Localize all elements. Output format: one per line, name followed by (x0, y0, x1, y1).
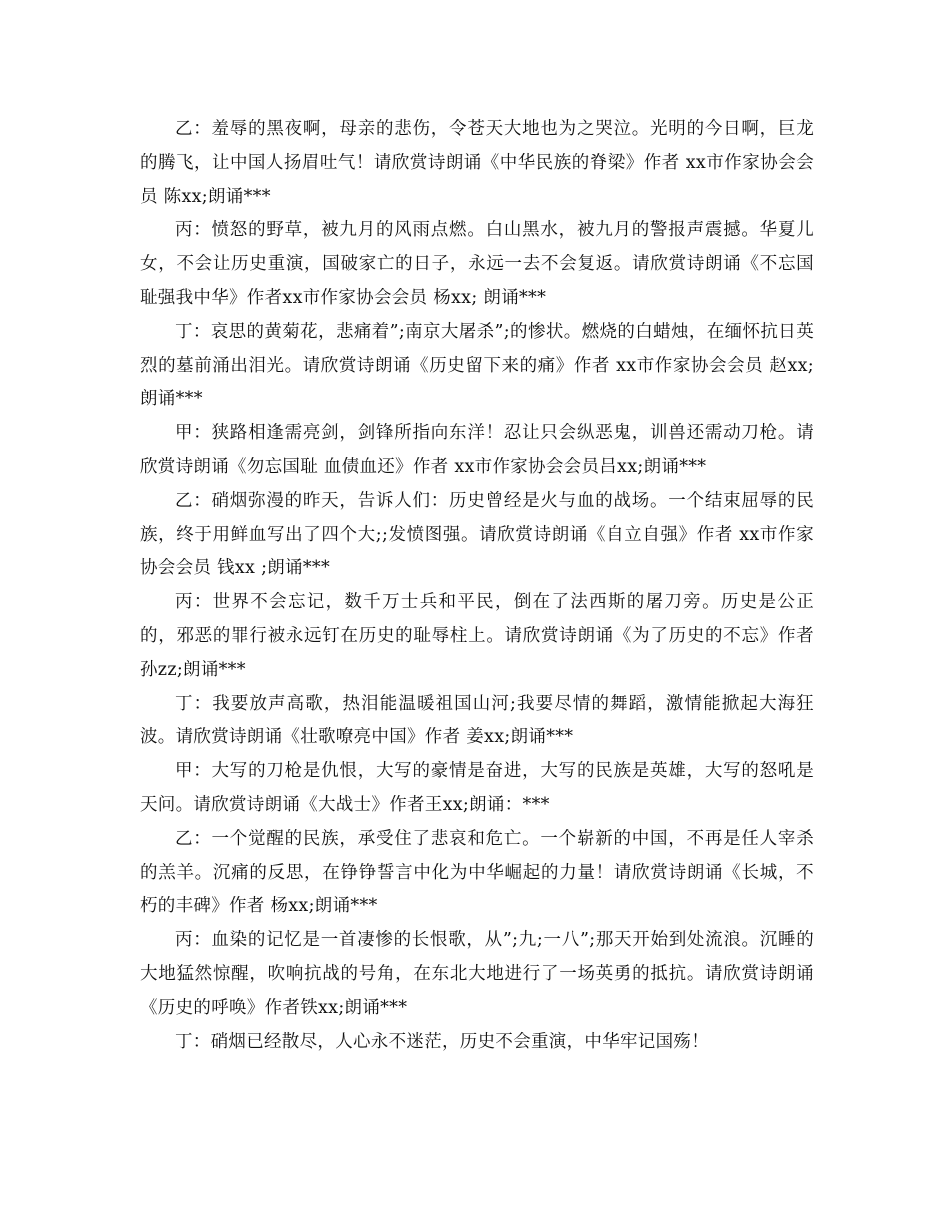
paragraph-ding-1: 丁：哀思的黄菊花，悲痛着”;南京大屠杀”;的惨状。燃烧的白蜡烛，在缅怀抗日英烈的墓前涌出泪光。请欣赏诗朗诵《历史留下来的痛》作者 xx市作家协会会员 赵xx;朗诵*** (140, 321, 814, 410)
paragraph-jia-1: 甲：狭路相逢需亮剑，剑锋所指向东洋！忍让只会纵恶鬼，训兽还需动刀枪。请欣赏诗朗诵《勿忘国耻 血债血还》作者 xx市作家协会会员吕xx;朗诵*** (140, 423, 814, 477)
paragraph-ding-3: 丁：硝烟已经散尽，人心永不迷茫，历史不会重演，中华牢记国殇！ (175, 1031, 709, 1052)
paragraph-yi-1: 乙：羞辱的黑夜啊，母亲的悲伤，令苍天大地也为之哭泣。光明的今日啊，巨龙的腾飞，让中国人扬眉吐气！请欣赏诗朗诵《中华民族的脊梁》作者 xx市作家协会会员 陈xx;朗诵*** (140, 119, 814, 207)
document-body (140, 113, 814, 1059)
paragraph-jia-2: 甲：大写的刀枪是仇恨，大写的豪情是奋进，大写的民族是英雄，大写的怒吼是天问。请欣赏诗朗诵《大战士》作者王xx;朗诵：*** (140, 761, 814, 815)
paragraph-bing-2: 丙：世界不会忘记，数千万士兵和平民，倒在了法西斯的屠刀旁。历史是公正的，邪恶的罪行被永远钉在历史的耻辱柱上。请欣赏诗朗诵《为了历史的不忘》作者孙zz;朗诵*** (140, 592, 814, 680)
paragraph-ding-2: 丁：我要放声高歌，热泪能温暖祖国山河;我要尽情的舞蹈，激情能掀起大海狂波。请欣赏诗朗诵《壮歌嘹亮中国》作者 姜xx;朗诵*** (140, 693, 814, 748)
paragraph-bing-1: 丙：愤怒的野草，被九月的风雨点燃。白山黑水，被九月的警报声震撼。华夏儿女，不会让历史重演，国破家亡的日子，永远一去不会复返。请欣赏诗朗诵《不忘国耻强我中华》作者xx市作家协会会员 杨xx; 朗诵*** (140, 220, 814, 308)
paragraph-yi-2: 乙：硝烟弥漫的昨天，告诉人们：历史曾经是火与血的战场。一个结束屈辱的民族，终于用鲜血写出了四个大;;发愤图强。请欣赏诗朗诵《自立自强》作者 xx市作家协会会员 钱xx ;朗诵*** (140, 490, 814, 579)
paragraph-yi-3: 乙：一个觉醒的民族，承受住了悲哀和危亡。一个崭新的中国，不再是任人宰杀的羔羊。沉痛的反思，在铮铮誓言中化为中华崛起的力量！请欣赏诗朗诵《长城，不朽的丰碑》作者 杨xx;朗诵*** (140, 828, 814, 917)
paragraph-bing-3: 丙：血染的记忆是一首凄惨的长恨歌，从”;九;一八”;那天开始到处流浪。沉睡的大地猛然惊醒，吹响抗战的号角，在东北大地进行了一场英勇的抵抗。请欣赏诗朗诵《历史的呼唤》作者铁xx;朗诵*** (140, 930, 814, 1018)
